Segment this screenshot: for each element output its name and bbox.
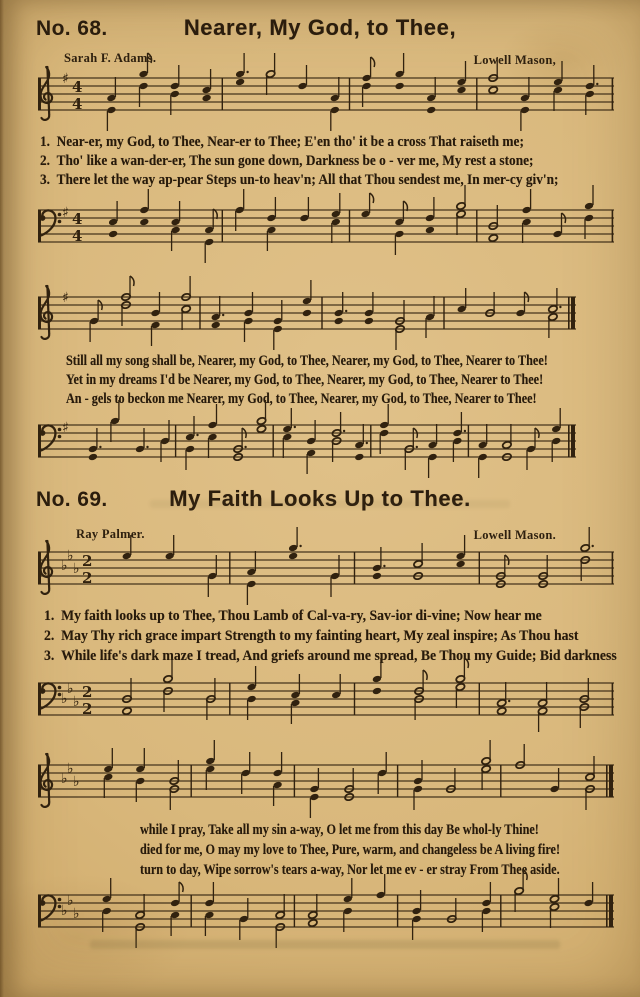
svg-text:♭: ♭ (73, 774, 80, 790)
hymn-68-verse-block-1 (40, 133, 592, 191)
lyric-line (66, 371, 548, 390)
lyric-text: died for me, O may my love to Thee, Pure, warm, and changeless be A living fire! (140, 842, 561, 858)
svg-text:4: 4 (72, 210, 83, 228)
svg-text:2: 2 (82, 683, 93, 701)
hymn-68-system1-bass-staff (38, 194, 614, 270)
hymn-68-verse-block-2 (66, 352, 626, 410)
hymn-69-system2-bass-staff (38, 879, 614, 955)
lyric-text: There let the way ap-pear Steps un-to heav'n; All that Thou sendest me, In mer-cy giv'n; (56, 172, 559, 189)
svg-text:4: 4 (72, 227, 83, 245)
lyric-text: May Thy rich grace impart Strength to my fainting heart, My zeal inspire; As Thou hast (61, 628, 579, 644)
hymn-68-system2-treble-staff (38, 281, 576, 357)
svg-text:♭: ♭ (61, 903, 68, 919)
hymn-68-author: Sarah F. Adams. (64, 51, 157, 65)
hymn-69-verse-block-2 (140, 820, 628, 880)
svg-text:♭: ♭ (73, 906, 80, 922)
lyric-line (44, 646, 617, 666)
hymn-69-verse-block-1 (44, 606, 634, 666)
lyric-text: Near-er, my God, to Thee, Near-er to Thee; E'en tho' it be a cross That raiseth me; (56, 134, 524, 150)
lyric-line (140, 820, 560, 840)
hymn-69-system2-treble-staff (38, 749, 614, 825)
verse-number: 1. (40, 134, 51, 150)
lyric-text: turn to day, Wipe sorrow's tears a-way, Nor let me ev - er stray From Thee aside. (140, 862, 560, 878)
lyric-text: Tho' like a wan-der-er, The sun gone down, Darkness be o - ver me, My rest a stone; (56, 153, 534, 170)
svg-text:♭: ♭ (67, 548, 74, 564)
verse-number: 2. (40, 153, 51, 170)
verse-number: 3. (40, 172, 51, 189)
lyric-line (44, 606, 617, 626)
hymn-68-number: No. 68. (36, 17, 108, 40)
svg-text:♯: ♯ (62, 290, 69, 306)
hymn-68-system1-treble-staff (38, 62, 614, 138)
hymn-68-composer: Lowell Mason, (473, 53, 556, 67)
lyric-line (40, 171, 558, 190)
lyric-line (66, 352, 548, 371)
svg-text:♭: ♭ (61, 558, 68, 574)
hymn-69-system1-treble-staff (38, 536, 614, 612)
lyric-line (66, 390, 548, 409)
verse-number: 2. (44, 628, 55, 644)
hymn-69-author: Ray Palmer. (76, 527, 145, 541)
hymn-69-title: My Faith Looks Up to Thee. (169, 486, 471, 511)
svg-text:4: 4 (72, 95, 83, 113)
svg-text:♭: ♭ (61, 691, 68, 707)
svg-text:2: 2 (82, 569, 93, 587)
hymn-69-composer: Lowell Mason. (473, 528, 556, 542)
svg-text:2: 2 (82, 552, 93, 570)
lyric-line (140, 840, 560, 860)
lyric-line (40, 152, 558, 171)
lyric-text: Yet in my dreams I'd be Nearer, my God, to Thee, Nearer, my God, to Thee, Nearer to Thee! (66, 372, 544, 389)
svg-text:2: 2 (82, 700, 93, 718)
svg-text:♭: ♭ (61, 771, 68, 787)
lyric-line (44, 626, 617, 646)
lyric-line (40, 133, 558, 152)
svg-text:♯: ♯ (62, 420, 69, 436)
svg-text:♯: ♯ (62, 71, 69, 87)
svg-text:4: 4 (72, 78, 83, 96)
svg-text:♭: ♭ (67, 681, 74, 697)
svg-text:♭: ♭ (67, 893, 74, 909)
lyric-text: Still all my song shall be, Nearer, my God, to Thee, Nearer, my God, to Thee, Nearer to Thee! (66, 353, 548, 369)
lyric-text: An - gels to beckon me Nearer, my God, to Thee, Nearer, my God, to Thee, Nearer to Thee! (66, 391, 537, 408)
svg-text:♭: ♭ (67, 761, 74, 777)
verse-number: 1. (44, 608, 55, 624)
lyric-line (140, 860, 560, 880)
hymn-68-title: Nearer, My God, to Thee, (183, 15, 457, 40)
svg-text:♯: ♯ (62, 205, 69, 221)
lyric-text: My faith looks up to Thee, Thou Lamb of Cal-va-ry, Sav-ior di-vine; Now hear me (61, 608, 542, 624)
lyric-text: While life's dark maze I tread, And griefs around me spread, Be Thou my Guide; Bid darkness (61, 648, 617, 664)
verse-number: 3. (44, 648, 55, 664)
hymn-69-system1-bass-staff (38, 667, 614, 743)
svg-text:♭: ♭ (73, 694, 80, 710)
hymn-68-system2-bass-staff (38, 409, 576, 485)
lyric-text: while I pray, Take all my sin a-way, O let me from this day Be whol-ly Thine! (140, 822, 539, 838)
svg-text:♭: ♭ (73, 561, 80, 577)
hymn-69-number: No. 69. (36, 488, 108, 511)
